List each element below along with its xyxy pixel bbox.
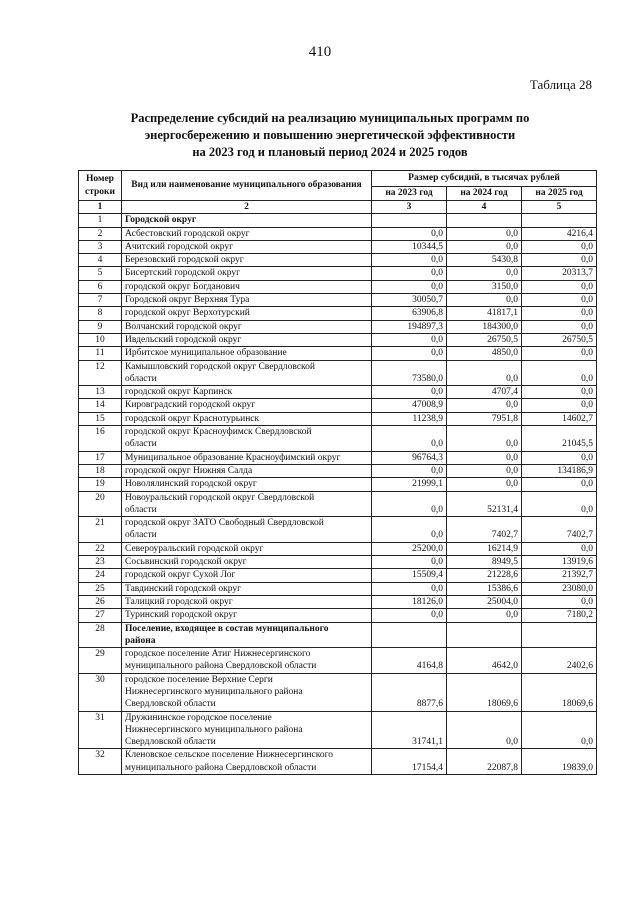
table-row — [79, 673, 597, 711]
value-2023-cell: 0,0 — [372, 609, 447, 622]
header-amount-group: Размер субсидий, в тысячах рублей — [372, 171, 597, 187]
value-2024-cell: 0,0 — [447, 426, 522, 452]
municipality-name-cell — [122, 491, 372, 517]
row-number-cell: 16 — [79, 426, 122, 452]
value-2024-cell: 0,0 — [447, 227, 522, 240]
table-row — [79, 542, 597, 555]
table-row — [79, 648, 597, 674]
value-2024-cell: 7951,8 — [447, 412, 522, 425]
column-number: 2 — [122, 201, 372, 214]
header-year-2024: на 2024 год — [447, 187, 522, 201]
table-row — [79, 556, 597, 569]
row-number-cell: 15 — [79, 412, 122, 425]
municipality-name-cell — [122, 478, 372, 491]
municipality-name-cell — [122, 412, 372, 425]
value-2024-cell: 16214,9 — [447, 542, 522, 555]
name-line: Кировградский городской округ — [125, 400, 256, 411]
municipality-name-cell — [122, 582, 372, 595]
value-2024-cell: 26750,5 — [447, 333, 522, 346]
row-number-cell: 12 — [79, 360, 122, 386]
row-number-cell: 11 — [79, 347, 122, 360]
value-2025-cell: 7180,2 — [522, 609, 597, 622]
municipality-name-cell — [122, 347, 372, 360]
table-row — [79, 214, 597, 227]
row-number-cell: 17 — [79, 451, 122, 464]
municipality-name-cell — [122, 542, 372, 555]
table-row — [79, 267, 597, 280]
value-2023-cell: 25200,0 — [372, 542, 447, 555]
value-2024-cell: 7402,7 — [447, 517, 522, 543]
name-line: Нижнесергинского муниципального района — [125, 686, 303, 697]
value-2025-cell: 0,0 — [522, 320, 597, 333]
name-line: района — [125, 635, 156, 646]
column-number: 4 — [447, 201, 522, 214]
value-2025-cell: 21392,7 — [522, 569, 597, 582]
municipality-name-cell — [122, 333, 372, 346]
municipality-name-cell — [122, 214, 372, 227]
name-line: городской округ Верхотурский — [125, 308, 250, 319]
table-row — [79, 711, 597, 749]
municipality-name-cell — [122, 254, 372, 267]
municipality-name-cell — [122, 648, 372, 674]
value-2025-cell: 0,0 — [522, 491, 597, 517]
municipality-name-cell — [122, 609, 372, 622]
value-2024-cell: 0,0 — [447, 451, 522, 464]
row-number-cell: 10 — [79, 333, 122, 346]
municipality-name-cell — [122, 360, 372, 386]
name-line: городской округ Карпинск — [125, 387, 233, 398]
row-number-cell: 22 — [79, 542, 122, 555]
title-line: на 2023 год и плановый период 2024 и 2025 годов — [192, 145, 468, 159]
value-2025-cell: 0,0 — [522, 711, 597, 749]
name-line: Ивдельский городской округ — [125, 334, 242, 345]
value-2025-cell: 21045,5 — [522, 426, 597, 452]
table-row — [79, 517, 597, 543]
row-number-cell: 30 — [79, 673, 122, 711]
value-2023-cell: 194897,3 — [372, 320, 447, 333]
row-number-cell: 26 — [79, 595, 122, 608]
table-row — [79, 451, 597, 464]
value-2023-cell — [372, 622, 447, 648]
name-line: Ачитский городской округ — [125, 241, 234, 252]
value-2025-cell: 0,0 — [522, 280, 597, 293]
value-2025-cell: 7402,7 — [522, 517, 597, 543]
row-number-cell: 7 — [79, 294, 122, 307]
name-line: области — [125, 439, 157, 450]
name-line: Городской округ Верхняя Тура — [125, 295, 250, 306]
table-row — [79, 307, 597, 320]
value-2025-cell: 23080,0 — [522, 582, 597, 595]
municipality-name-cell — [122, 673, 372, 711]
name-line: Асбестовский городской округ — [125, 228, 250, 239]
value-2025-cell: 0,0 — [522, 347, 597, 360]
value-2023-cell: 17154,4 — [372, 749, 447, 775]
row-number-cell: 1 — [79, 214, 122, 227]
value-2023-cell: 47008,9 — [372, 399, 447, 412]
value-2024-cell: 8949,5 — [447, 556, 522, 569]
value-2023-cell: 0,0 — [372, 347, 447, 360]
table-row — [79, 399, 597, 412]
value-2024-cell: 4850,0 — [447, 347, 522, 360]
value-2025-cell: 18069,6 — [522, 673, 597, 711]
municipality-name-cell — [122, 294, 372, 307]
value-2023-cell: 30050,7 — [372, 294, 447, 307]
value-2023-cell: 4164,8 — [372, 648, 447, 674]
title-line: энергосбережению и повышению энергетической эффективности — [144, 128, 516, 142]
name-line: городской округ Богданович — [125, 281, 240, 292]
name-line: Североуральский городской округ — [125, 543, 264, 554]
row-number-cell: 27 — [79, 609, 122, 622]
table-row — [79, 294, 597, 307]
value-2023-cell: 0,0 — [372, 517, 447, 543]
column-number: 3 — [372, 201, 447, 214]
row-number-cell: 28 — [79, 622, 122, 648]
value-2023-cell: 18126,0 — [372, 595, 447, 608]
value-2023-cell: 15509,4 — [372, 569, 447, 582]
municipality-name-cell — [122, 595, 372, 608]
table-row — [79, 254, 597, 267]
value-2023-cell: 11238,9 — [372, 412, 447, 425]
name-line: Туринский городской округ — [125, 610, 238, 621]
name-line: городской округ Сухой Лог — [125, 570, 236, 581]
name-line: городское поселение Атиг Нижнесергинского — [125, 649, 311, 660]
value-2024-cell: 25004,0 — [447, 595, 522, 608]
value-2025-cell: 0,0 — [522, 294, 597, 307]
value-2025-cell: 13919,6 — [522, 556, 597, 569]
value-2024-cell: 0,0 — [447, 267, 522, 280]
table-row — [79, 491, 597, 517]
value-2025-cell: 20313,7 — [522, 267, 597, 280]
value-2024-cell: 0,0 — [447, 399, 522, 412]
table-row — [79, 609, 597, 622]
table-row — [79, 582, 597, 595]
document-title — [70, 110, 590, 161]
value-2025-cell: 4216,4 — [522, 227, 597, 240]
municipality-name-cell — [122, 307, 372, 320]
value-2023-cell: 73580,0 — [372, 360, 447, 386]
row-number-cell: 29 — [79, 648, 122, 674]
value-2023-cell: 0,0 — [372, 491, 447, 517]
value-2023-cell: 63906,8 — [372, 307, 447, 320]
value-2025-cell: 0,0 — [522, 478, 597, 491]
municipality-name-cell — [122, 320, 372, 333]
row-number-cell: 14 — [79, 399, 122, 412]
value-2025-cell — [522, 214, 597, 227]
name-line: Городской округ — [125, 215, 197, 226]
value-2025-cell: 0,0 — [522, 399, 597, 412]
value-2024-cell: 4642,0 — [447, 648, 522, 674]
table-body — [79, 214, 597, 775]
table-row — [79, 464, 597, 477]
table-row — [79, 360, 597, 386]
value-2025-cell: 0,0 — [522, 451, 597, 464]
municipality-name-cell — [122, 386, 372, 399]
name-line: муниципального района Свердловской области — [125, 762, 317, 773]
row-number-cell: 31 — [79, 711, 122, 749]
table-row — [79, 333, 597, 346]
value-2025-cell: 19839,0 — [522, 749, 597, 775]
row-number-cell: 19 — [79, 478, 122, 491]
name-line: Бисертский городской округ — [125, 268, 241, 279]
table-row — [79, 622, 597, 648]
name-line: Дружининское городское поселение — [125, 712, 272, 723]
value-2023-cell: 0,0 — [372, 582, 447, 595]
name-line: Ирбитское муниципальное образование — [125, 348, 287, 359]
value-2025-cell: 0,0 — [522, 240, 597, 253]
municipality-name-cell — [122, 267, 372, 280]
header-row-number: Номер строки — [79, 171, 122, 201]
name-line: Нижнесергинского муниципального района — [125, 724, 303, 735]
name-line: городское поселение Верхние Серги — [125, 674, 273, 685]
value-2024-cell: 184300,0 — [447, 320, 522, 333]
name-line: Свердловской области — [125, 737, 216, 748]
row-number-cell: 8 — [79, 307, 122, 320]
table-row — [79, 412, 597, 425]
name-line: городской округ Красноуфимск Свердловской — [125, 427, 312, 438]
municipality-name-cell — [122, 240, 372, 253]
value-2024-cell: 41817,1 — [447, 307, 522, 320]
value-2024-cell: 21228,6 — [447, 569, 522, 582]
row-number-cell: 3 — [79, 240, 122, 253]
row-number-cell: 4 — [79, 254, 122, 267]
value-2025-cell: 26750,5 — [522, 333, 597, 346]
municipality-name-cell — [122, 517, 372, 543]
value-2024-cell — [447, 214, 522, 227]
header-year-2023: на 2023 год — [372, 187, 447, 201]
value-2023-cell: 21999,1 — [372, 478, 447, 491]
value-2023-cell: 0,0 — [372, 426, 447, 452]
value-2024-cell: 52131,4 — [447, 491, 522, 517]
name-line: Свердловской области — [125, 699, 216, 710]
name-line: городской округ Нижняя Салда — [125, 465, 253, 476]
row-number-cell: 20 — [79, 491, 122, 517]
municipality-name-cell — [122, 569, 372, 582]
value-2025-cell: 134186,9 — [522, 464, 597, 477]
value-2023-cell: 0,0 — [372, 254, 447, 267]
name-line: Талицкий городской округ — [125, 596, 233, 607]
header-name: Вид или наименование муниципального образования — [122, 171, 372, 201]
row-number-cell: 9 — [79, 320, 122, 333]
value-2024-cell: 0,0 — [447, 294, 522, 307]
value-2023-cell: 8877,6 — [372, 673, 447, 711]
row-number-cell: 23 — [79, 556, 122, 569]
row-number-cell: 13 — [79, 386, 122, 399]
name-line: Муниципальное образование Красноуфимский округ — [125, 452, 341, 463]
value-2024-cell: 0,0 — [447, 360, 522, 386]
value-2023-cell: 31741,1 — [372, 711, 447, 749]
value-2025-cell: 0,0 — [522, 254, 597, 267]
value-2025-cell: 0,0 — [522, 542, 597, 555]
table-row — [79, 386, 597, 399]
table-row — [79, 595, 597, 608]
name-line: Тавдинский городской округ — [125, 583, 242, 594]
name-line: области — [125, 504, 157, 515]
name-line: муниципального района Свердловской области — [125, 661, 317, 672]
value-2023-cell: 0,0 — [372, 386, 447, 399]
value-2023-cell: 0,0 — [372, 280, 447, 293]
page-number: 410 — [308, 44, 332, 60]
table-row — [79, 347, 597, 360]
title-line: Распределение субсидий на реализацию муниципальных программ по — [130, 111, 530, 125]
value-2025-cell: 14602,7 — [522, 412, 597, 425]
table-row — [79, 280, 597, 293]
table-row — [79, 749, 597, 775]
municipality-name-cell — [122, 426, 372, 452]
value-2025-cell: 0,0 — [522, 595, 597, 608]
value-2024-cell: 5430,8 — [447, 254, 522, 267]
row-number-cell: 25 — [79, 582, 122, 595]
value-2024-cell — [447, 622, 522, 648]
subsidy-table — [78, 170, 597, 775]
value-2025-cell: 2402,6 — [522, 648, 597, 674]
value-2025-cell: 0,0 — [522, 386, 597, 399]
row-number-cell: 18 — [79, 464, 122, 477]
row-number-cell: 6 — [79, 280, 122, 293]
name-line: области — [125, 530, 157, 541]
table-row — [79, 426, 597, 452]
value-2023-cell: 96764,3 — [372, 451, 447, 464]
name-line: Сосьвинский городской округ — [125, 557, 247, 568]
name-line: городской округ Краснотурьинск — [125, 413, 260, 424]
value-2024-cell: 3150,0 — [447, 280, 522, 293]
table-row — [79, 240, 597, 253]
name-line: Волчанский городской округ — [125, 321, 242, 332]
value-2025-cell — [522, 622, 597, 648]
municipality-name-cell — [122, 711, 372, 749]
value-2024-cell: 0,0 — [447, 240, 522, 253]
municipality-name-cell — [122, 464, 372, 477]
name-line: Новолялинский городской округ — [125, 479, 257, 490]
value-2024-cell: 0,0 — [447, 609, 522, 622]
value-2024-cell: 0,0 — [447, 464, 522, 477]
municipality-name-cell — [122, 227, 372, 240]
municipality-name-cell — [122, 280, 372, 293]
table-row — [79, 478, 597, 491]
name-line: Камышловский городской округ Свердловской — [125, 361, 316, 372]
value-2024-cell: 15386,6 — [447, 582, 522, 595]
name-line: Березовский городской округ — [125, 255, 244, 266]
column-number: 5 — [522, 201, 597, 214]
name-line: Кленовское сельское поселение Нижнесергинского — [125, 750, 334, 761]
column-number: 1 — [79, 201, 122, 214]
value-2024-cell: 18069,6 — [447, 673, 522, 711]
table-row — [79, 320, 597, 333]
value-2024-cell: 0,0 — [447, 711, 522, 749]
municipality-name-cell — [122, 622, 372, 648]
value-2025-cell: 0,0 — [522, 307, 597, 320]
row-number-cell: 21 — [79, 517, 122, 543]
header-year-2025: на 2025 год — [522, 187, 597, 201]
value-2025-cell: 0,0 — [522, 360, 597, 386]
name-line: Поселение, входящее в состав муниципального — [125, 623, 329, 634]
table-row — [79, 569, 597, 582]
value-2023-cell: 10344,5 — [372, 240, 447, 253]
value-2024-cell: 4707,4 — [447, 386, 522, 399]
value-2023-cell: 0,0 — [372, 267, 447, 280]
name-line: Новоуральский городской округ Свердловской — [125, 492, 315, 503]
municipality-name-cell — [122, 399, 372, 412]
municipality-name-cell — [122, 749, 372, 775]
value-2024-cell: 22087,8 — [447, 749, 522, 775]
value-2023-cell — [372, 214, 447, 227]
municipality-name-cell — [122, 451, 372, 464]
value-2023-cell: 0,0 — [372, 227, 447, 240]
table-row — [79, 227, 597, 240]
municipality-name-cell — [122, 556, 372, 569]
name-line: области — [125, 373, 157, 384]
row-number-cell: 5 — [79, 267, 122, 280]
row-number-cell: 2 — [79, 227, 122, 240]
name-line: городской округ ЗАТО Свободный Свердловской — [125, 518, 324, 529]
value-2024-cell: 0,0 — [447, 478, 522, 491]
row-number-cell: 24 — [79, 569, 122, 582]
value-2023-cell: 0,0 — [372, 556, 447, 569]
table-label: Таблица 28 — [529, 77, 592, 92]
value-2023-cell: 0,0 — [372, 333, 447, 346]
value-2023-cell: 0,0 — [372, 464, 447, 477]
row-number-cell: 32 — [79, 749, 122, 775]
